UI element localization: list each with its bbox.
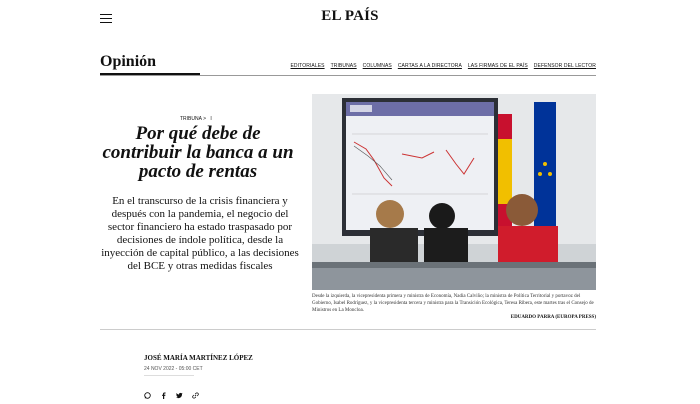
- article-standfirst: En el transcurso de la crisis financiera y después con la pandemia, el negocio del sector financiero ha estado traspasado por decisiones de índole política, desde la inyección de capital público, a las decisiones del BCE y otras medidas fiscales: [101, 195, 299, 272]
- link-icon[interactable]: [192, 386, 199, 393]
- share-rule: [144, 375, 194, 376]
- author-name[interactable]: JOSÉ MARÍA MARTÍNEZ LÓPEZ: [144, 354, 253, 362]
- section-nav: [291, 63, 597, 69]
- nav-item-editoriales[interactable]: EDITORIALES: [290, 63, 325, 69]
- photo-caption: Desde la izquierda, la vicepresidenta primera y ministra de Economía, Nadia Calviño; la ministra de Política Territorial y portavoz del Gobierno, Isabel Rodríguez, y la vicepresidenta tercera y ministra para la Transición Ecológica, Teresa Ribera, este martes tras el Consejo de Ministros en La Moncloa.: [312, 294, 594, 313]
- article-headline: Por qué debe de contribuir la banca a un pacto de rentas: [102, 123, 294, 182]
- section-title[interactable]: Opinión: [100, 53, 157, 70]
- photo-press-conference: [312, 94, 596, 290]
- nav-item-cartas[interactable]: CARTAS A LA DIRECTORA: [397, 63, 462, 69]
- twitter-icon[interactable]: [176, 386, 183, 393]
- kicker-label[interactable]: TRIBUNA: [180, 116, 202, 122]
- kicker-separator: I: [210, 116, 212, 122]
- article-divider: [100, 329, 596, 330]
- article-kicker: [180, 116, 212, 122]
- nav-item-firmas[interactable]: LAS FIRMAS DE EL PAÍS: [467, 63, 528, 69]
- share-bar: [144, 386, 199, 393]
- whatsapp-icon[interactable]: [144, 386, 151, 393]
- kicker-arrow: >: [203, 116, 206, 122]
- site-logo[interactable]: EL PAÍS: [321, 8, 379, 24]
- section-rule: [100, 75, 596, 76]
- nav-item-defensor[interactable]: DEFENSOR DEL LECTOR: [533, 63, 596, 69]
- nav-item-columnas[interactable]: COLUMNAS: [362, 63, 392, 69]
- photo-credit: EDUARDO PARRA (EUROPA PRESS): [510, 315, 596, 320]
- nav-item-tribunas[interactable]: TRIBUNAS: [330, 63, 357, 69]
- facebook-icon[interactable]: [160, 386, 167, 393]
- publish-date: 24 NOV 2022 - 05:00 CET: [144, 366, 203, 372]
- article-photo: [312, 94, 596, 290]
